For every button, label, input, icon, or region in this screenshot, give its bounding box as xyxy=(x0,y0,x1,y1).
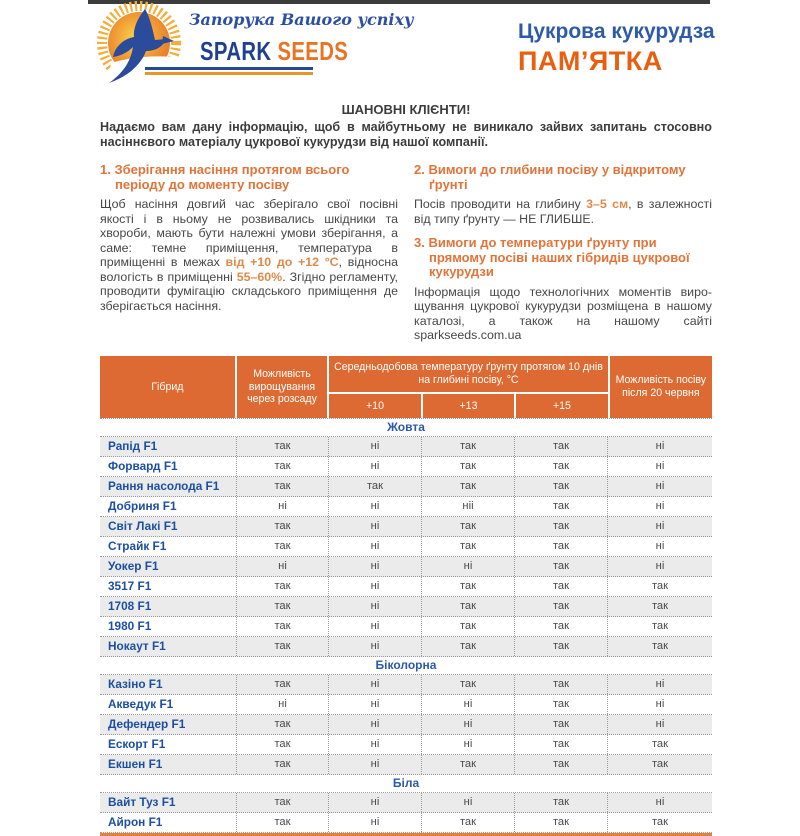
value-cell: так xyxy=(515,497,608,516)
hybrid-name-cell: Казіно F1 xyxy=(100,675,237,694)
underline-orange-bar xyxy=(145,72,313,75)
table-row xyxy=(100,517,712,537)
hybrid-name-cell: Вайт Туз F1 xyxy=(100,793,237,812)
table-row xyxy=(100,457,712,477)
table-row xyxy=(100,755,712,775)
hybrid-name-cell: 1980 F1 xyxy=(100,617,237,636)
value-cell: ні xyxy=(655,460,665,473)
highlight-text: 55–60% xyxy=(236,269,283,284)
value-cell: так xyxy=(237,735,329,754)
hybrid-name-cell: Страйк F1 xyxy=(100,537,237,556)
value-cell: ні xyxy=(655,718,665,731)
table-row xyxy=(100,477,712,497)
col-header-seedling: Можливість вирощування через розсаду xyxy=(237,356,328,418)
value-cell: так xyxy=(515,755,608,774)
value-cell: так xyxy=(237,755,329,774)
hybrid-name-cell: Дефендер F1 xyxy=(100,715,237,734)
value-cell: ні xyxy=(655,540,665,553)
value-cell: так xyxy=(515,577,608,596)
value-cell: так xyxy=(237,537,329,556)
value-cell: ні xyxy=(329,497,422,516)
value-cell: так xyxy=(651,600,669,613)
value-cell: ні xyxy=(237,557,329,576)
table-row xyxy=(100,793,712,813)
table-row xyxy=(100,437,712,457)
value-cell: ні xyxy=(655,796,665,809)
value-cell: ні xyxy=(329,517,422,536)
table-row xyxy=(100,695,712,715)
value-cell: так xyxy=(515,617,608,636)
col-header-temp-10: +10 xyxy=(329,394,420,418)
value-cell: так xyxy=(422,577,515,596)
value-cell: ні xyxy=(329,813,422,832)
value-cell: так xyxy=(422,537,515,556)
hybrid-name-cell: Ескорт F1 xyxy=(100,735,237,754)
document-type-title: ПАМ’ЯТКА xyxy=(518,46,663,76)
body-text: , в залежності від типу ґрунту — НЕ ГЛИБШЕ. xyxy=(414,197,712,226)
section-3-body xyxy=(414,285,712,343)
col-header-hybrid: Гібрид xyxy=(100,356,235,418)
value-cell: ні xyxy=(329,537,422,556)
value-cell: ні xyxy=(422,557,515,576)
value-cell: ні xyxy=(422,695,515,714)
body-text: , відносна вологість в приміщенні xyxy=(100,255,398,284)
value-cell: так xyxy=(515,637,608,656)
value-cell: ні xyxy=(655,520,665,533)
two-column-text xyxy=(100,163,712,343)
table-row xyxy=(100,715,712,735)
hybrids-table xyxy=(100,356,712,836)
hybrid-name-cell: Екшен F1 xyxy=(100,755,237,774)
value-cell: так xyxy=(329,477,422,496)
value-cell: так xyxy=(651,758,669,771)
value-cell: ні xyxy=(329,637,422,656)
value-cell: так xyxy=(515,517,608,536)
table-row xyxy=(100,497,712,517)
value-cell: так xyxy=(422,437,515,456)
salutation: ШАНОВНІ КЛІЄНТИ! xyxy=(341,102,471,117)
body-text: Інформація щодо технологічних моментів вирощування цукрової кукурудзи розміщена в нашому каталозі, а також на нашому сайті sparkseeds.com.ua xyxy=(414,284,712,343)
highlight-text: 3–5 см xyxy=(586,197,629,212)
body-text: Щоб насіння довгий час зберігало свої посівні якості і в ньому не розвивались шкідники та хвороби, мають бути належні умови зберігання, а саме: темне приміщення, температура в приміщенні в межах xyxy=(100,197,398,270)
value-cell: так xyxy=(422,457,515,476)
col-header-temp-15: +15 xyxy=(516,394,607,418)
hybrid-name-cell: Акведук F1 xyxy=(100,695,237,714)
spark-seeds-logo xyxy=(93,3,414,91)
table-row xyxy=(100,813,712,833)
value-cell: так xyxy=(237,457,329,476)
underline-blue-bar xyxy=(145,67,313,70)
value-cell: ні xyxy=(329,755,422,774)
hybrid-name-cell: Добриня F1 xyxy=(100,497,237,516)
hybrid-name-cell: Форвард F1 xyxy=(100,457,237,476)
value-cell: так xyxy=(237,517,329,536)
table-row xyxy=(100,617,712,637)
value-cell: ні xyxy=(655,560,665,573)
hybrid-name-cell: Айрон F1 xyxy=(100,813,237,832)
value-cell: так xyxy=(651,738,669,751)
hybrid-name-cell: 3517 F1 xyxy=(100,577,237,596)
value-cell: ніі xyxy=(422,497,515,516)
value-cell: ні xyxy=(237,695,329,714)
main-content xyxy=(100,102,712,836)
value-cell: так xyxy=(422,517,515,536)
hybrid-name-cell: Світ Лакі F1 xyxy=(100,517,237,536)
table-body xyxy=(100,418,712,833)
section-2-heading: 2. Вимоги до глибини посіву у відкритому ґрунті xyxy=(414,162,686,192)
hybrid-name-cell: Рапід F1 xyxy=(100,437,237,456)
value-cell: так xyxy=(237,597,329,616)
value-cell: так xyxy=(422,477,515,496)
value-cell: так xyxy=(515,597,608,616)
col-header-temp-13: +13 xyxy=(423,394,514,418)
col-header-temp-group: Середньодобова температуру ґрунту протягом 10 днів на глибині посіву, °С xyxy=(329,356,607,392)
value-cell: ні xyxy=(329,457,422,476)
value-cell: ні xyxy=(329,557,422,576)
value-cell: так xyxy=(651,620,669,633)
section-3-heading: 3. Вимоги до температури ґрунту при прямому посіві наших гібридів цукрової кукурудзи xyxy=(414,235,690,280)
value-cell: так xyxy=(651,640,669,653)
value-cell: ні xyxy=(329,675,422,694)
section-1-body xyxy=(100,197,398,313)
value-cell: так xyxy=(422,675,515,694)
value-cell: так xyxy=(422,813,515,832)
value-cell: так xyxy=(651,816,669,829)
value-cell: ні xyxy=(329,617,422,636)
value-cell: ні xyxy=(422,793,515,812)
value-cell: так xyxy=(422,597,515,616)
value-cell: так xyxy=(515,557,608,576)
hybrid-name-cell: Нокаут F1 xyxy=(100,637,237,656)
intro-paragraph: Надаємо вам дану інформацію, щоб в майбутньому не виникало зайвих запитань стосовно насіннєвого матеріалу цукрової кукурудзи від нашої компанії. xyxy=(100,120,712,149)
brand-name-spark: SPARK xyxy=(200,36,272,66)
value-cell: так xyxy=(422,617,515,636)
value-cell: ні xyxy=(329,577,422,596)
col-header-after-june: Можливість посіву після 20 червня xyxy=(610,356,712,418)
hybrid-name-cell: Уокер F1 xyxy=(100,557,237,576)
value-cell: так xyxy=(515,695,608,714)
value-cell: так xyxy=(237,715,329,734)
value-cell: так xyxy=(515,477,608,496)
value-cell: так xyxy=(237,617,329,636)
value-cell: так xyxy=(515,457,608,476)
value-cell: так xyxy=(237,813,329,832)
table-group-label: Біколорна xyxy=(100,657,712,675)
hybrid-name-cell: 1708 F1 xyxy=(100,597,237,616)
value-cell: ні xyxy=(329,597,422,616)
value-cell: ні xyxy=(655,678,665,691)
document-subject: Цукрова кукурудза xyxy=(518,20,715,43)
value-cell: ні xyxy=(237,497,329,516)
table-row xyxy=(100,637,712,657)
table-row xyxy=(100,735,712,755)
value-cell: так xyxy=(515,715,608,734)
document-titles xyxy=(518,20,718,77)
value-cell: так xyxy=(515,793,608,812)
value-cell: ні xyxy=(329,793,422,812)
value-cell: так xyxy=(515,675,608,694)
highlight-text: від +10 до +12 °С xyxy=(225,255,339,270)
hybrid-name-cell: Рання насолода F1 xyxy=(100,477,237,496)
table-row xyxy=(100,597,712,617)
brand-underline xyxy=(145,67,313,75)
value-cell: так xyxy=(237,477,329,496)
value-cell: так xyxy=(515,437,608,456)
value-cell: так xyxy=(651,580,669,593)
table-row xyxy=(100,675,712,695)
value-cell: так xyxy=(237,577,329,596)
table-group-label: Жовта xyxy=(100,419,712,437)
brand-name-seeds: SEEDS xyxy=(277,36,349,66)
value-cell: ні xyxy=(329,695,422,714)
value-cell: ні xyxy=(655,440,665,453)
body-text: Посів проводити на глибину xyxy=(414,197,587,212)
left-column xyxy=(100,163,398,343)
value-cell: ні xyxy=(655,500,665,513)
right-column xyxy=(414,163,712,343)
value-cell: так xyxy=(237,793,329,812)
value-cell: ні xyxy=(329,715,422,734)
body-text: . Згідно регламенту, проводити фумігацію складського приміщення де зберігається насіння. xyxy=(100,269,398,313)
value-cell: ні xyxy=(422,735,515,754)
table-group-label: Біла xyxy=(100,775,712,793)
value-cell: так xyxy=(237,637,329,656)
section-1-heading: 1. Зберігання насіння протягом всього періоду до моменту посіву xyxy=(100,162,350,192)
brand-name xyxy=(200,36,348,67)
value-cell: так xyxy=(237,437,329,456)
table-header xyxy=(100,356,712,418)
table-row xyxy=(100,557,712,577)
value-cell: так xyxy=(422,755,515,774)
value-cell: так xyxy=(515,537,608,556)
value-cell: ні xyxy=(422,715,515,734)
value-cell: ні xyxy=(655,480,665,493)
value-cell: ні xyxy=(329,437,422,456)
table-row xyxy=(100,537,712,557)
sun-bird-icon xyxy=(93,3,193,89)
section-2-body xyxy=(414,197,712,226)
value-cell: так xyxy=(515,735,608,754)
value-cell: ні xyxy=(329,735,422,754)
value-cell: ні xyxy=(655,698,665,711)
value-cell: так xyxy=(237,675,329,694)
value-cell: так xyxy=(422,637,515,656)
brand-tagline: Запорука Вашого успіху xyxy=(189,10,414,29)
table-row xyxy=(100,577,712,597)
value-cell: так xyxy=(515,813,608,832)
